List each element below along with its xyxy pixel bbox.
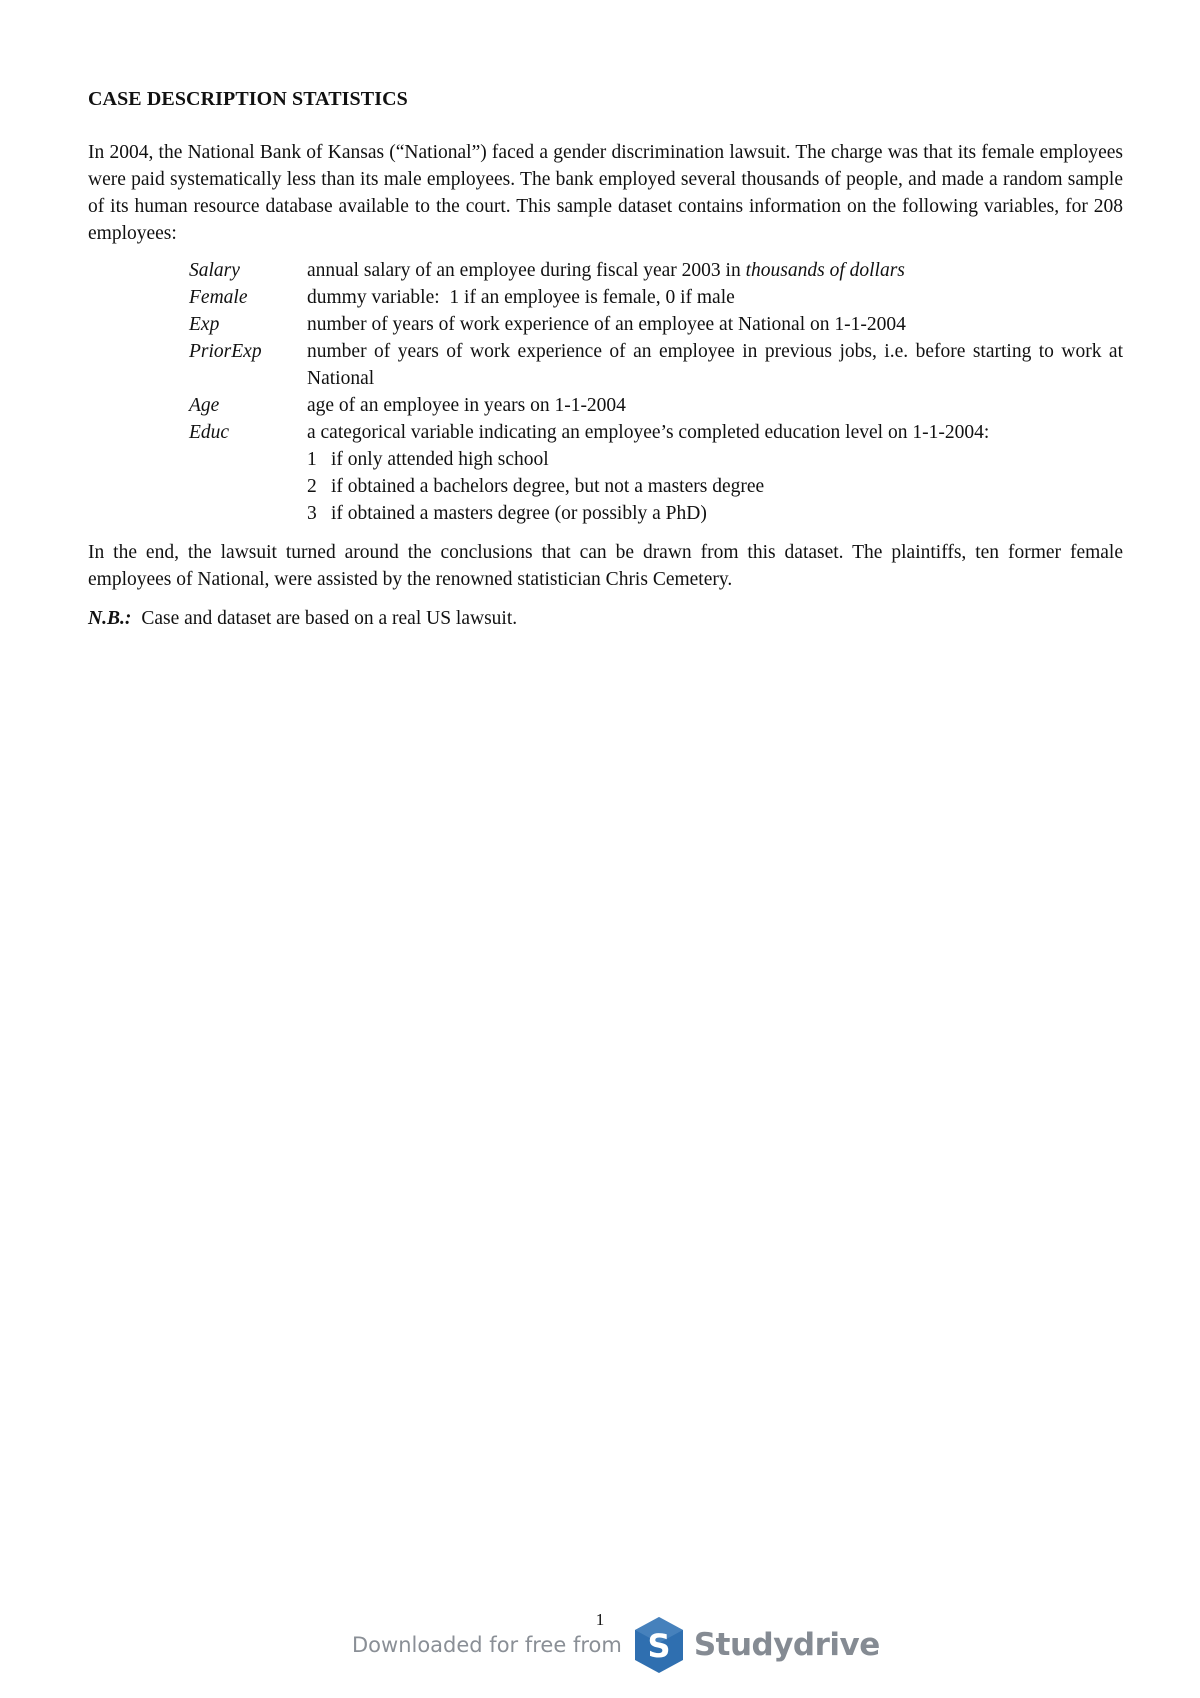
variable-name: Educ [189, 422, 230, 443]
educ-level-number: 1 [307, 449, 317, 470]
closing-paragraph: In the end, the lawsuit turned around the conclusions that can be drawn from this dataset. The plaintiffs, ten former female employees of National, were assisted by the renowned statistician Chris Cemetery. [88, 542, 1123, 590]
variable-description: number of years of work experience of an employee in previous jobs, i.e. before starting to work at National [307, 341, 1123, 389]
variable-description: dummy variable: 1 if an employee is female, 0 if male [307, 287, 735, 308]
variable-row [189, 392, 1123, 419]
studydrive-logo-icon [632, 1615, 686, 1675]
variable-row [189, 419, 1123, 527]
note-text: Case and dataset are based on a real US lawsuit. [141, 608, 518, 629]
variable-description: number of years of work experience of an employee at National on 1-1-2004 [307, 314, 906, 335]
document-page [88, 86, 1123, 632]
variable-row [189, 284, 1123, 311]
variable-row [189, 257, 1123, 284]
intro-paragraph: In 2004, the National Bank of Kansas (“National”) faced a gender discrimination lawsuit. The charge was that its female employees were paid systematically less than its male employees. The bank employed several thousands of people, and made a random sample of its human resource database available to the court. This sample dataset contains information on the following variables, for 208 employees: [88, 142, 1123, 244]
variable-row [189, 338, 1123, 392]
educ-level [307, 500, 1123, 527]
download-footer[interactable] [352, 1613, 880, 1677]
footer-text: Downloaded for free from [352, 1633, 622, 1657]
educ-level [307, 473, 1123, 500]
educ-level-text: if only attended high school [331, 449, 549, 470]
variable-description-block [307, 419, 1123, 527]
logo-letter: S [647, 1627, 671, 1665]
variable-name: PriorExp [189, 341, 262, 362]
studydrive-brand: Studydrive [693, 1627, 880, 1663]
note-paragraph [88, 605, 1123, 632]
page-number: 1 [595, 1610, 605, 1629]
variable-name: Age [189, 395, 220, 416]
variable-name: Salary [189, 260, 240, 281]
educ-level-text: if obtained a masters degree (or possibly a PhD) [331, 503, 707, 524]
variable-row [189, 311, 1123, 338]
variable-name: Exp [189, 314, 220, 335]
educ-level-number: 2 [307, 476, 317, 497]
variable-description: a categorical variable indicating an employee’s completed education level on 1-1-2004: [307, 422, 990, 443]
italic-units: thousands of dollars [745, 260, 905, 281]
variable-name: Female [189, 287, 248, 308]
variable-description: age of an employee in years on 1-1-2004 [307, 395, 626, 416]
educ-level-number: 3 [307, 503, 317, 524]
document-title: CASE DESCRIPTION STATISTICS [88, 88, 408, 110]
educ-level-text: if obtained a bachelors degree, but not a masters degree [331, 476, 765, 497]
variable-list [189, 257, 1123, 527]
note-label: N.B.: [88, 608, 132, 629]
variable-description: annual salary of an employee during fiscal year 2003 in thousands of dollars [307, 260, 905, 281]
educ-level [307, 446, 1123, 473]
